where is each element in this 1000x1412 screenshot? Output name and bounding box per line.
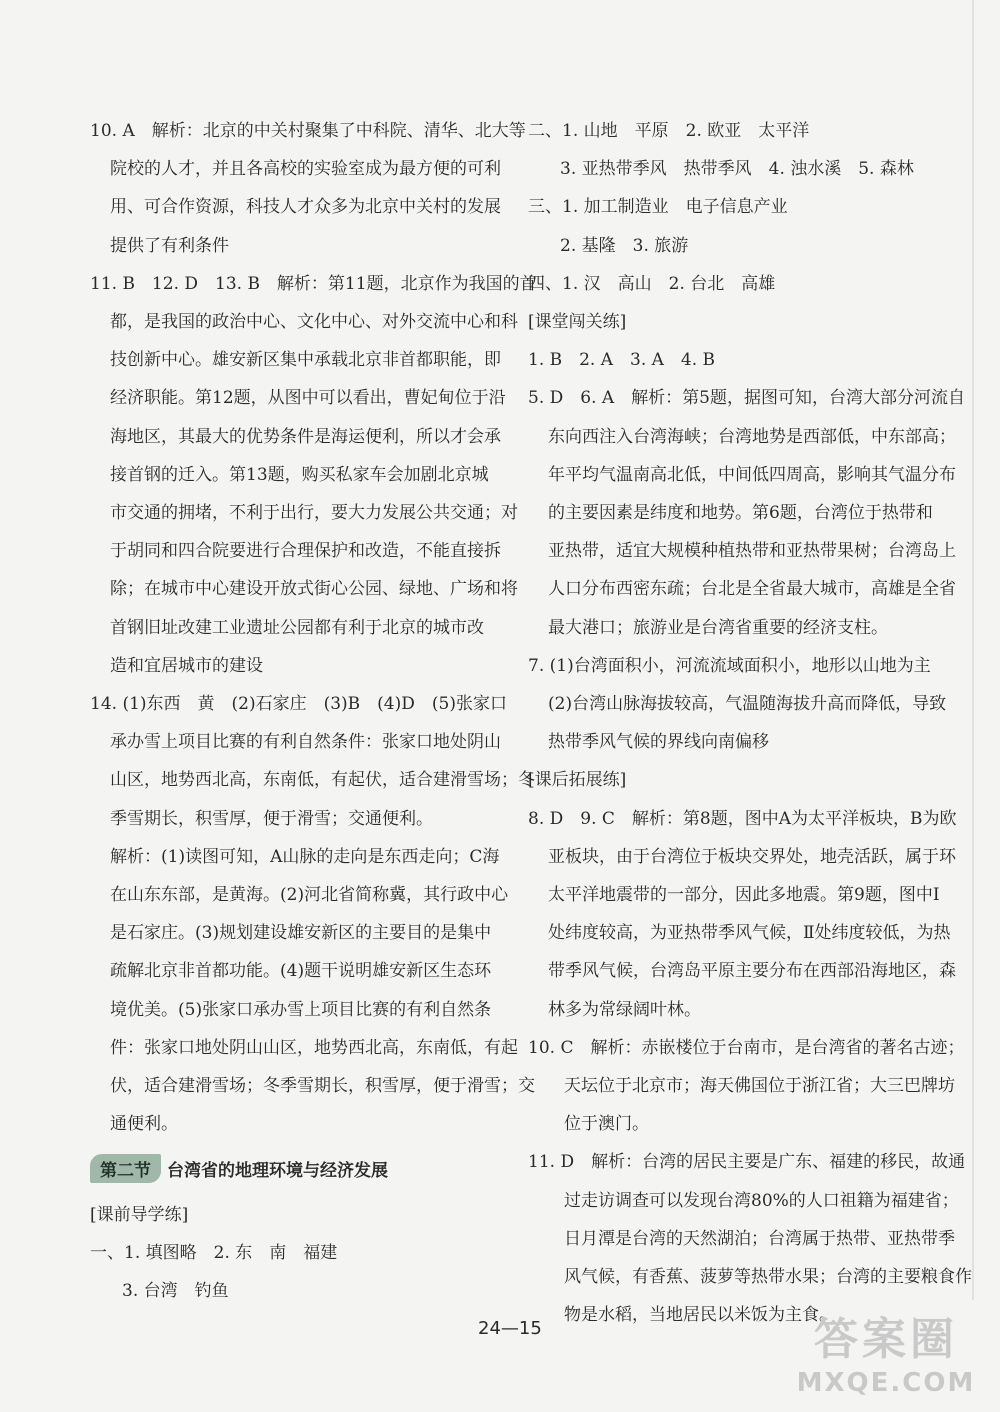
text-line: 除；在城市中心建设开放式街心公园、绿地、广场和将 [110, 579, 518, 600]
section-heading-preclass: [课前导学练] [90, 1205, 189, 1225]
text-line: 技创新中心。雄安新区集中承载北京非首都职能，即 [110, 350, 501, 371]
text-line: 是石家庄。(3)规划建设雄安新区的主要目的是集中 [110, 923, 492, 944]
text-line: 林多为常绿阔叶林。 [548, 999, 701, 1020]
text-line: 首钢旧址改建工业遗址公园都有利于北京的城市改 [110, 617, 484, 638]
text-line: 7. (1)台湾面积小，河流流域面积小，地形以山地为主 [528, 655, 931, 676]
text-line: 都，是我国的政治中心、文化中心、对外交流中心和科 [110, 312, 518, 333]
text-line: 二、1. 山地 平原 2. 欧亚 太平洋 [528, 121, 810, 141]
text-line: 11. D 解析：台湾的居民主要是广东、福建的移民，故通 [528, 1152, 966, 1173]
text-line: 伏，适合建滑雪场；冬季雪期长，积雪厚，便于滑雪；交 [110, 1076, 535, 1097]
page-number: 24—15 [478, 1318, 542, 1339]
text-line: 11. B 12. D 13. B 解析：第11题，北京作为我国的首 [90, 273, 537, 294]
text-line: 人口分布西密东疏；台北是全省最大城市，高雄是全省 [548, 579, 956, 600]
right-column [528, 112, 972, 1335]
text-line: 最大港口；旅游业是台湾省重要的经济支柱。 [548, 617, 888, 638]
text-line: 年平均气温南高北低，中间低四周高，影响其气温分布 [548, 464, 956, 485]
text-line: 处纬度较高，为亚热带季风气候，Ⅱ处纬度较低，为热 [548, 923, 951, 944]
text-line: 位于澳门。 [564, 1114, 649, 1135]
text-line: 风气候，有香蕉、菠萝等热带水果；台湾的主要粮食作 [564, 1267, 972, 1288]
text-line: 5. D 6. A 解析：第5题，据图可知，台湾大部分河流自 [528, 388, 965, 409]
text-line: 1. B 2. A 3. A 4. B [528, 350, 716, 371]
text-line: 在山东东部，是黄海。(2)河北省简称冀，其行政中心 [110, 885, 509, 906]
answer-q7 [528, 647, 948, 762]
text-line: 经济职能。第12题，从图中可以看出，曹妃甸位于沿 [110, 388, 506, 409]
text-line: 8. D 9. C 解析：第8题，图中A为太平洋板块，B为欧 [528, 808, 957, 829]
text-line: 3. 亚热带季风 热带季风 4. 浊水溪 5. 森林 [560, 159, 914, 180]
text-line: 件：张家口地处阴山山区，地势西北高，东南低，有起 [110, 1037, 518, 1058]
text-line: 造和宜居城市的建设 [110, 655, 263, 676]
answer-q14 [90, 685, 535, 1143]
text-line: 用、可合作资源，科技人才众多为北京中关村的发展 [110, 197, 501, 218]
pre-class-section [90, 1196, 520, 1311]
text-line: 3. 台湾 钓鱼 [122, 1281, 229, 1302]
text-line: 物是水稻，当地居民以米饭为主食。 [564, 1305, 836, 1326]
text-line: 10. A 解析：北京的中关村聚集了中科院、清华、北大等 [90, 121, 526, 141]
answer-q5-6 [528, 379, 965, 646]
text-line: 境优美。(5)张家口承办雪上项目比赛的有利自然条 [110, 999, 492, 1020]
text-line: 海地区，其最大的优势条件是海运便利，所以才会承 [110, 426, 501, 447]
text-line: 2. 基隆 3. 旅游 [560, 235, 689, 256]
text-line: 提供了有利条件 [110, 235, 229, 256]
text-line: 日月潭是台湾的天然湖泊；台湾属于热带、亚热带季 [564, 1228, 955, 1249]
text-line: 天坛位于北京市；海天佛国位于浙江省；大三巴牌坊 [564, 1076, 955, 1097]
answer-q11-right [528, 1143, 972, 1334]
answer-q8-9 [528, 800, 957, 1029]
text-line: 热带季风气候的界线向南偏移 [548, 732, 769, 753]
text-line: 疏解北京非首都功能。(4)题干说明雄安新区生态环 [110, 961, 492, 982]
text-line: 太平洋地震带的一部分，因此多地震。第9题，图中Ⅰ [548, 885, 940, 906]
answers-2-4 [528, 112, 948, 303]
text-line: 14. (1)东西 黄 (2)石家庄 (3)B (4)D (5)张家口 [90, 694, 507, 715]
text-line: 的主要因素是纬度和地势。第6题，台湾位于热带和 [548, 503, 933, 524]
text-line: 10. C 解析：赤嵌楼位于台南市，是台湾省的著名古迹； [528, 1037, 965, 1058]
text-line: 带季风气候，台湾岛平原主要分布在西部沿海地区，森 [548, 961, 956, 982]
answer-q10 [90, 112, 526, 265]
answer-q11-13 [90, 265, 537, 685]
text-line: 季雪期长，积雪厚，便于滑雪；交通便利。 [110, 808, 433, 829]
text-line: 院校的人才，并且各高校的实验室成为最方便的可利 [110, 159, 501, 180]
watermark-logo [786, 1312, 986, 1404]
text-line: 于胡同和四合院要进行合理保护和改造，不能直接拆 [110, 541, 501, 562]
left-column [90, 112, 537, 1143]
text-line: 承办雪上项目比赛的有利自然条件：张家口地处阴山 [110, 732, 501, 753]
watermark-text: 答案圈 [814, 1314, 958, 1365]
section-title [90, 1148, 388, 1188]
text-line: 解析：(1)读图可知，A山脉的走向是东西走向；C海 [110, 846, 500, 867]
section-badge: 第二节 [90, 1154, 161, 1183]
text-line: 亚热带，适宜大规模种植热带和亚热带果树；台湾岛上 [548, 541, 956, 562]
section-title-text: 台湾省的地理环境与经济发展 [167, 1160, 388, 1181]
text-line: (2)台湾山脉海拔较高，气温随海拔升高而降低，导致 [548, 694, 947, 715]
text-line: 东向西注入台湾海峡；台湾地势是西部低，中东部高； [548, 426, 956, 447]
text-line: 通便利。 [110, 1114, 178, 1135]
text-line: 过走访调查可以发现台湾80%的人口祖籍为福建省； [564, 1190, 959, 1211]
page-edge-line [972, 0, 974, 1300]
text-line: 接首钢的迁入。第13题，购买私家车会加剧北京城 [110, 464, 489, 485]
text-line: 亚板块，由于台湾位于板块交界处，地壳活跃，属于环 [548, 846, 956, 867]
answer-q10-right [528, 1029, 965, 1144]
text-line: 山区，地势西北高，东南低，有起伏，适合建滑雪场；冬 [110, 770, 535, 791]
watermark-url: MXQE.COM [796, 1368, 976, 1398]
section-heading-afterclass: [课后拓展练] [528, 770, 627, 791]
text-line: 一、1. 填图略 2. 东 南 福建 [90, 1243, 338, 1264]
text-line: 市交通的拥堵，不利于出行，要大力发展公共交通；对 [110, 503, 518, 524]
text-line: 三、1. 加工制造业 电子信息产业 [528, 197, 788, 218]
text-line: 四、1. 汉 高山 2. 台北 高雄 [528, 273, 776, 294]
section-heading-inclass: [课堂闯关练] [528, 312, 627, 333]
